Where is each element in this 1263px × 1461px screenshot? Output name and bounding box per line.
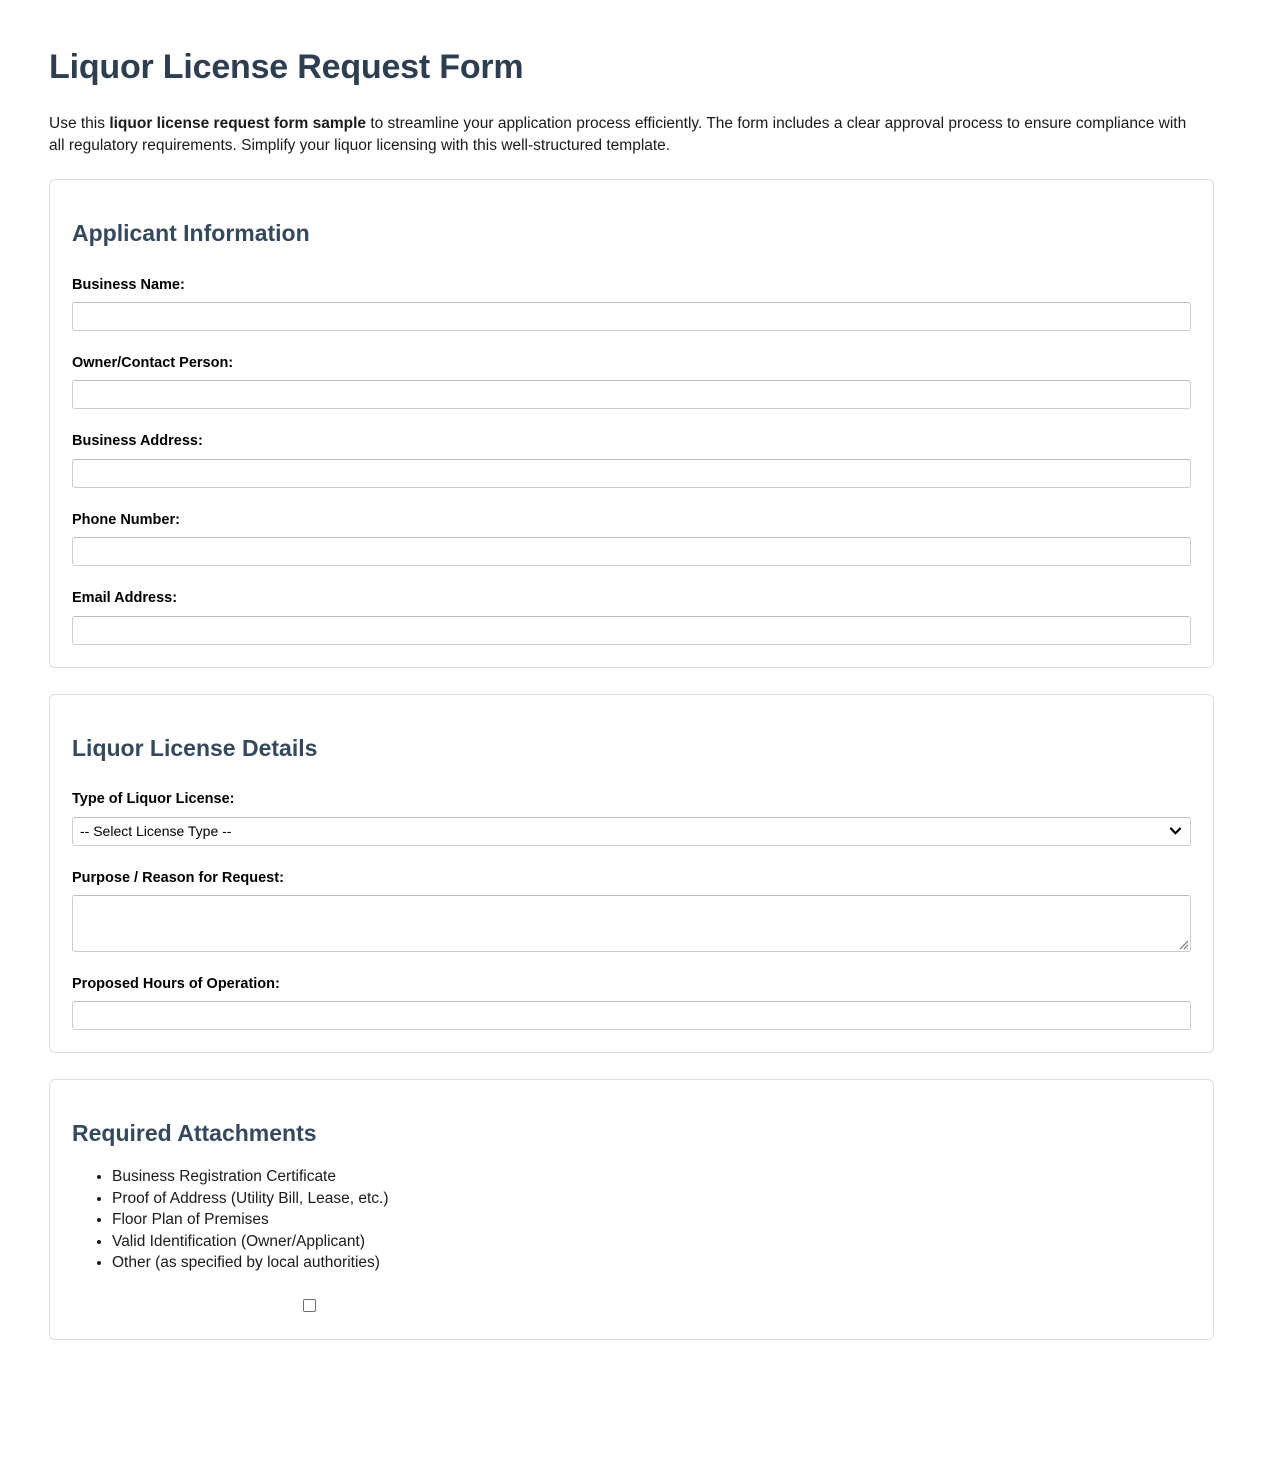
list-item: • Proof of Address (Utility Bill, Lease, etc.) [112, 1190, 1193, 1209]
field-email-address [70, 590, 1193, 644]
phone-number-label: Phone Number: [72, 511, 180, 528]
field-license-type [70, 791, 1193, 845]
intro-suffix: to streamline your application process efficiently. The form includes a clear approval process to ensure compliance with all regulatory requirements. Simplify your liquor licensing with this well-structured template. [49, 115, 1187, 155]
business-name-label: Business Name: [72, 276, 185, 293]
field-owner-contact-person [70, 355, 1193, 409]
purpose-reason-wrapper [72, 895, 1191, 952]
purpose-reason-label: Purpose / Reason for Request: [72, 869, 284, 886]
intro-prefix: Use this [49, 115, 110, 133]
required-attachments-card [49, 1079, 1214, 1340]
owner-contact-person-input[interactable] [72, 380, 1191, 409]
field-purpose-reason [70, 870, 1193, 952]
business-name-input[interactable] [72, 302, 1191, 331]
field-business-name [70, 277, 1193, 331]
applicant-information-card [49, 179, 1214, 668]
business-address-label: Business Address: [72, 433, 203, 450]
attachment-checkbox-row [70, 1299, 1193, 1317]
field-business-address [70, 433, 1193, 487]
liquor-license-details-card [49, 694, 1214, 1054]
proposed-hours-input[interactable] [72, 1001, 1191, 1030]
license-type-select[interactable]: -- Select License Type -- [72, 817, 1191, 846]
intro-paragraph [49, 113, 1195, 157]
list-item: • Floor Plan of Premises [112, 1211, 1193, 1230]
proposed-hours-label: Proposed Hours of Operation: [72, 976, 280, 993]
owner-contact-person-label: Owner/Contact Person: [72, 355, 234, 372]
page-title: Liquor License Request Form [49, 48, 524, 86]
required-attachments-list [70, 1168, 1193, 1273]
intro-bold-phrase: liquor license request form sample [109, 115, 367, 133]
liquor-license-details-title: Liquor License Details [72, 734, 318, 761]
business-address-input[interactable] [72, 459, 1191, 488]
list-item: • Business Registration Certificate [112, 1168, 1193, 1187]
list-item: • Other (as specified by local authorities) [112, 1254, 1193, 1273]
field-phone-number [70, 512, 1193, 566]
license-type-select-wrapper [72, 817, 1191, 846]
purpose-reason-textarea[interactable] [72, 895, 1191, 952]
email-address-input[interactable] [72, 616, 1191, 645]
phone-number-input[interactable] [72, 537, 1191, 566]
applicant-information-title: Applicant Information [72, 220, 310, 247]
email-address-label: Email Address: [72, 590, 178, 607]
required-attachments-title: Required Attachments [72, 1120, 317, 1147]
license-type-label: Type of Liquor License: [72, 791, 235, 808]
field-proposed-hours [70, 976, 1193, 1030]
list-item: • Valid Identification (Owner/Applicant) [112, 1233, 1193, 1252]
checkbox-icon[interactable] [303, 1299, 316, 1312]
